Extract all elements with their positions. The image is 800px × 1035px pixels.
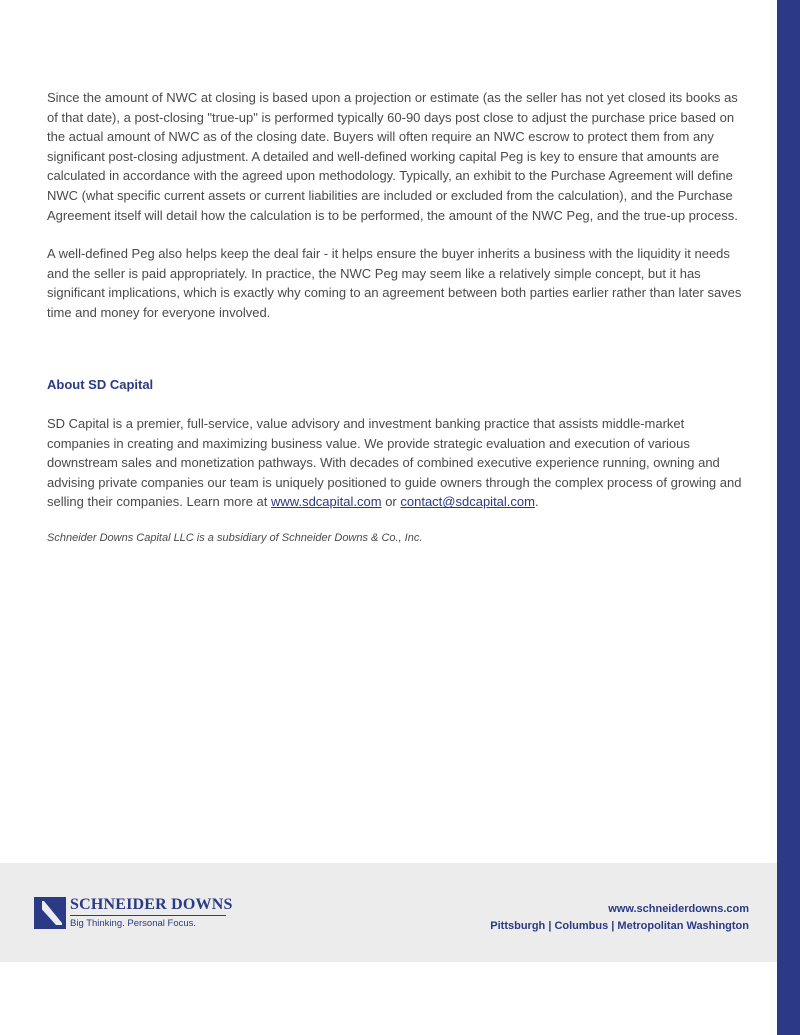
- website-link[interactable]: www.sdcapital.com: [271, 494, 382, 510]
- logo-tagline: Big Thinking. Personal Focus.: [70, 918, 197, 929]
- about-paragraph: [47, 414, 747, 512]
- body-paragraph-1: Since the amount of NWC at closing is based upon a projection or estimate (as the seller has not yet closed its books as of that date), a post-closing "true-up" is performed typically 60-90 days post close to adjust the purchase price based on the actual amount of NWC as of the closing date. Buyers will often require an NWC escrow to protect them from any significant post-closing adjustment. A detailed and well-defined working capital Peg is key to ensure that amounts are calculated in accordance with the agreed upon methodology. Typically, an exhibit to the Purchase Agreement will define NWC (what specific current assets or current liabilities are included or excluded from the calculation), and the Purchase Agreement itself will detail how the calculation is to be performed, the amount of the NWC Peg, and the true-up process.: [47, 90, 738, 223]
- right-accent-band: [777, 0, 800, 1035]
- about-text: SD Capital is a premier, full-service, value advisory and investment banking practice that assists middle-market companies in creating and maximizing business value. We provide strategic evaluation and execution of various downstream sales and monetization pathways. With decades of combined executive experience running, owning and advising private companies our team is uniquely positioned to guide owners through the complex process of growing and selling their companies. Learn more at: [47, 416, 742, 510]
- footer-locations: Pittsburgh | Columbus | Metropolitan Washington: [490, 920, 749, 932]
- logo-divider: [70, 915, 226, 916]
- footer-website[interactable]: www.schneiderdowns.com: [608, 903, 749, 915]
- body-paragraph-2: A well-defined Peg also helps keep the deal fair - it helps ensure the buyer inherits a business with the liquidity it needs and the seller is paid appropriately. In practice, the NWC Peg may seem like a relatively simple concept, but it has significant implications, which is exactly why coming to an agreement between both parties earlier rather than later saves time and money for everyone involved.: [47, 246, 742, 320]
- main-body: [47, 88, 747, 342]
- period-text: .: [534, 494, 539, 510]
- subsidiary-note: Schneider Downs Capital LLC is a subsidiary of Schneider Downs & Co., Inc.: [47, 532, 423, 544]
- schneider-downs-logo: [34, 897, 234, 937]
- logo-mark-icon: [34, 897, 66, 929]
- about-heading: About SD Capital: [47, 377, 154, 392]
- footer-contact: [490, 901, 749, 935]
- logo-name: SCHNEIDER DOWNS: [70, 896, 233, 913]
- email-link[interactable]: contact@sdcapital.com: [400, 494, 535, 510]
- or-text: or: [385, 494, 397, 510]
- footer: [0, 863, 777, 962]
